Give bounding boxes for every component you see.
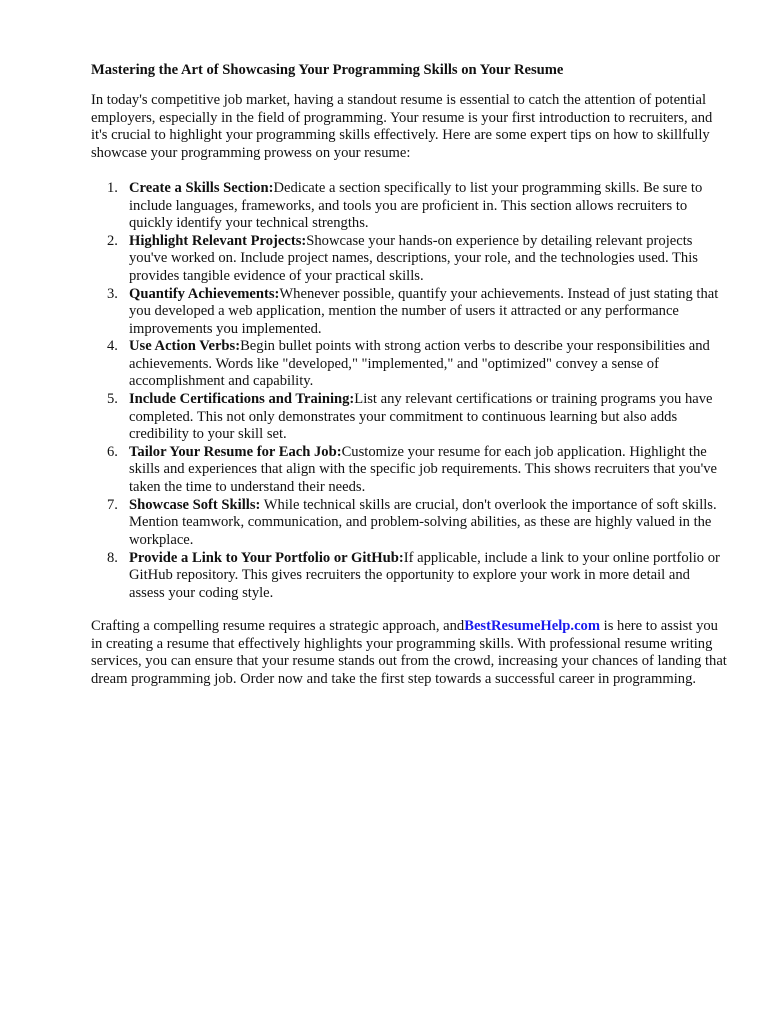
bestresumehelp-link[interactable]: BestResumeHelp.com [464, 618, 600, 635]
tips-list [91, 180, 727, 602]
list-item-number: 4. [107, 338, 118, 355]
list-item-number: 2. [107, 232, 118, 249]
list-item-body: While technical skills are crucial, don't overlook the importance of soft skills. Mention teamwork, communication, and problem-solving abilities, as these are highly valued in the workplace. [129, 496, 717, 548]
list-item [91, 286, 727, 339]
list-item [91, 444, 727, 497]
list-item-body: Whenever possible, quantify your achievements. Instead of just stating that you developed a web application, mention the number of users it attracted or any performance improvements you implemented. [129, 285, 719, 337]
list-item-number: 5. [107, 391, 118, 408]
list-item-lead: Showcase Soft Skills: [129, 496, 261, 513]
list-item [91, 550, 727, 603]
list-item-number: 7. [107, 496, 118, 513]
closing-text-before: Crafting a compelling resume requires a strategic approach, and [91, 618, 465, 635]
closing-paragraph [91, 618, 727, 688]
list-item-body: Customize your resume for each job application. Highlight the skills and experiences that align with the specific job requirements. This shows recruiters that you've taken the time to understand their needs. [129, 443, 717, 495]
list-item-number: 1. [107, 180, 118, 196]
closing-text-after: is here to assist you in creating a resume that effectively highlights your programming skills. With professional resume writing services, you can ensure that your resume stands out from the crowd, increasing your chances of landing that dream programming job. Order now and take the first step towards a successful career in programming. [91, 618, 727, 687]
list-item-lead: Provide a Link to Your Portfolio or GitHub: [129, 549, 404, 566]
list-item-lead: Include Certifications and Training: [129, 391, 355, 408]
list-item-lead: Highlight Relevant Projects: [129, 232, 307, 249]
list-item [91, 338, 727, 391]
list-item-lead: Quantify Achievements: [129, 285, 280, 302]
list-item-lead: Create a Skills Section: [129, 180, 274, 196]
document-page [91, 60, 727, 688]
list-item [91, 391, 727, 444]
list-item-body: If applicable, include a link to your online portfolio or GitHub repository. This gives recruiters the opportunity to explore your work in more detail and assess your coding style. [129, 549, 720, 601]
list-item-body: Begin bullet points with strong action verbs to describe your responsibilities and achievements. Words like "developed," "implemented," and "optimized" convey a sense of accomplishment and capability. [129, 338, 710, 390]
list-item-number: 3. [107, 285, 118, 302]
list-item-body: Dedicate a section specifically to list your programming skills. Be sure to include languages, frameworks, and tools you are proficient in. This section allows recruiters to quickly identify your technical strengths. [129, 180, 703, 231]
list-item-number: 6. [107, 443, 118, 460]
list-item-body: List any relevant certifications or training programs you have completed. This not only demonstrates your commitment to continuous learning but also adds credibility to your skill set. [129, 391, 713, 443]
list-item-body: Showcase your hands-on experience by detailing relevant projects you've worked on. Include project names, descriptions, your role, and the technologies used. This provides tangible evidence of your practical skills. [129, 232, 698, 284]
list-item [91, 497, 727, 550]
list-item-number: 8. [107, 549, 118, 566]
list-item [91, 233, 727, 286]
list-item [91, 180, 727, 233]
list-item-lead: Tailor Your Resume for Each Job: [129, 443, 342, 460]
document-title: Mastering the Art of Showcasing Your Programming Skills on Your Resume [91, 62, 564, 78]
list-item-lead: Use Action Verbs: [129, 338, 241, 355]
intro-paragraph: In today's competitive job market, having a standout resume is essential to catch the attention of potential employers, especially in the field of programming. Your resume is your first introduction to recruiters, and it's crucial to highlight your programming skills effectively. Here are some expert tips on how to skillfully showcase your programming prowess on your resume: [91, 92, 713, 161]
